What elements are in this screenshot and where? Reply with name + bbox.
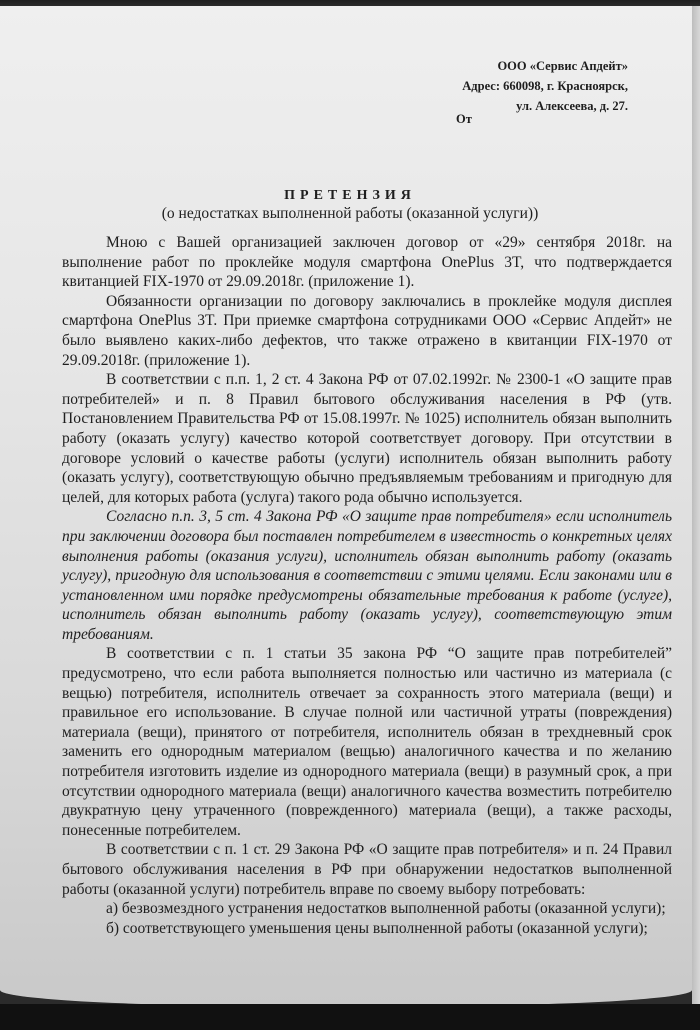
paragraph-law-article-4-italic: Согласно п.п. 3, 5 ст. 4 Закона РФ «О защите прав потребителя» если исполнитель при заключении договора был поставлен потребителем в известность о конкретных целях выполнения работы (оказания услуги), исполнитель обязан выполнить работу (оказать услугу), пригодную для использования в соответствии с этими целями. Если законами или в установленном ими порядке предусмотрены обязательные требования к работе (услуге), исполнитель обязан выполнить работу (оказать услугу), соответствующую этим требованиям. xyxy=(62,508,672,643)
paragraph-law-article-35: В соответствии с п. 1 статьи 35 закона РФ “О защите прав потребителей” предусмотрено, что если работа выполняется полностью или частично из материала (с вещью) потребителя, исполнитель отвечает за сохранность этого материала (вещи) и правильное его использование. В случае полной или частичной утраты (повреждения) материала (вещи), принятого от потребителя, исполнитель обязан в трехдневный срок заменить его однородным материалом (вещью) аналогичного качества и по желанию потребителя изготовить изделие из однородного материала (вещи) в разумный срок, а при отсутствии однородного материала (вещи) аналогичного качества возместить потребителю двукратную цену утраченного (поврежденного) материала (вещи), а также расходы, понесенные потребителем. xyxy=(62,645,672,839)
addressee-company: ООО «Сервис Апдейт» xyxy=(497,59,628,73)
document-subtitle: (о недостатках выполненной работы (оказанной услуги)) xyxy=(161,205,539,222)
list-item-b: б) соответствующего уменьшения цены выполненной работы (оказанной услуги); xyxy=(106,919,648,937)
addressee-street: ул. Алексеева, д. 27. xyxy=(516,99,628,113)
paragraph-law-article-29: В соответствии с п. 1 ст. 29 Закона РФ «О защите прав потребителя» и п. 24 Правил бытового обслуживания населения в РФ при обнаружении недостатков выполненной работы (оказанной услуги) потребитель вправе по своему выбору потребовать: xyxy=(62,841,672,898)
document-page xyxy=(0,6,692,1006)
document-title: ПРЕТЕНЗИЯ xyxy=(284,188,416,203)
addressee-address: Адрес: 660098, г. Красноярск, xyxy=(462,79,628,93)
list-item-a: а) безвозмездного устранения недостатков выполненной работы (оказанной услуги); xyxy=(106,900,666,918)
paragraph-contract: Мною с Вашей организацией заключен договор от «29» сентября 2018г. на выполнение работ по проклейке модуля смартфона OnePlus 3T, что подтверждается квитанцией FIX-1970 от 29.09.2018г. (приложение 1). xyxy=(62,234,672,291)
from-label: От xyxy=(456,112,472,126)
addressee-block xyxy=(462,56,628,116)
paragraph-obligations: Обязанности организации по договору заключались в проклейке модуля дисплея смартфона OnePlus 3T. При приемке смартфона сотрудниками ООО «Сервис Апдейт» не было выявлено каких-либо дефектов, что также отражено в квитанции FIX-1970 от 29.09.2018г. (приложение 1). xyxy=(62,292,672,369)
photo-background-bottom xyxy=(0,1004,700,1030)
document-body xyxy=(62,233,672,938)
paragraph-law-article-4: В соответствии с п.п. 1, 2 ст. 4 Закона РФ от 07.02.1992г. № 2300-1 «О защите прав потребителей» и п. 8 Правил бытового обслуживания населения в РФ (утв. Постановлением Правительства РФ от 15.08.1997г. № 1025) исполнитель обязан выполнить работу (оказать услугу) качество которой соответствует договору. При отсутствии в договоре условий о качестве работы (услуги) исполнитель обязан выполнить работу (оказать услугу), соответствующую обычно предъявляемым требованиям и пригодную для целей, для которых работа (услуга) такого рода обычно используется. xyxy=(62,371,672,506)
